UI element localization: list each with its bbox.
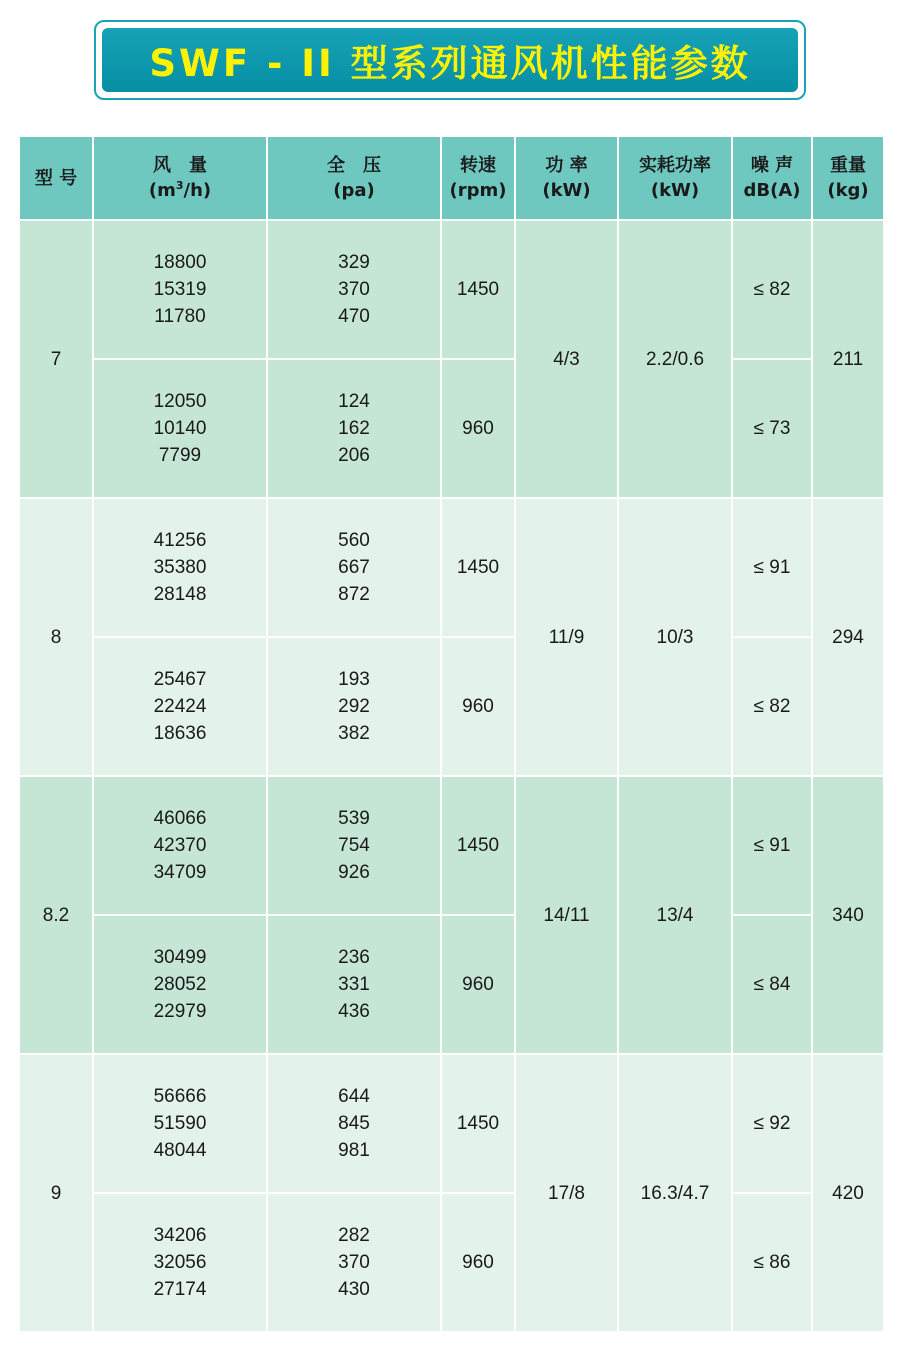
header-airflow: 风 量 $(m^3/h)$ — [93, 136, 267, 220]
airflow-cell: 34206 32056 27174 — [93, 1193, 267, 1332]
speed-cell: 960 — [441, 1193, 515, 1332]
actual-power-cell: 16.3/4.7 — [618, 1054, 732, 1332]
header-speed: 转速 (rpm) — [441, 136, 515, 220]
title-banner-frame — [94, 20, 806, 100]
header-pressure: 全 压 (pa) — [267, 136, 441, 220]
airflow-cell: 46066 42370 34709 — [93, 776, 267, 915]
model-cell: 8.2 — [19, 776, 93, 1054]
speed-cell: 960 — [441, 359, 515, 498]
table-row — [19, 1193, 884, 1332]
speed-cell: 1450 — [441, 1054, 515, 1193]
model-group-7 — [19, 220, 884, 498]
power-cell: 11/9 — [515, 498, 618, 776]
pressure-cell: 124 162 206 — [267, 359, 441, 498]
pressure-cell: 193 292 382 — [267, 637, 441, 776]
actual-power-cell: 13/4 — [618, 776, 732, 1054]
pressure-cell: 236 331 436 — [267, 915, 441, 1054]
airflow-cell: 41256 35380 28148 — [93, 498, 267, 637]
table-row — [19, 1054, 884, 1193]
noise-cell: ≤ 73 — [732, 359, 812, 498]
power-cell: 4/3 — [515, 220, 618, 498]
airflow-cell: 56666 51590 48044 — [93, 1054, 267, 1193]
weight-cell: 420 — [812, 1054, 884, 1332]
airflow-cell: 18800 15319 11780 — [93, 220, 267, 359]
model-cell: 8 — [19, 498, 93, 776]
power-cell: 17/8 — [515, 1054, 618, 1332]
table-row — [19, 359, 884, 498]
pressure-cell: 539 754 926 — [267, 776, 441, 915]
actual-power-cell: 10/3 — [618, 498, 732, 776]
speed-cell: 960 — [441, 637, 515, 776]
noise-cell: ≤ 86 — [732, 1193, 812, 1332]
airflow-cell: 30499 28052 22979 — [93, 915, 267, 1054]
airflow-cell: 25467 22424 18636 — [93, 637, 267, 776]
table-row — [19, 637, 884, 776]
model-group-9 — [19, 1054, 884, 1332]
noise-cell: ≤ 82 — [732, 637, 812, 776]
noise-cell: ≤ 84 — [732, 915, 812, 1054]
header-actual-power: 实耗功率 (kW) — [618, 136, 732, 220]
noise-cell: ≤ 91 — [732, 498, 812, 637]
pressure-cell: 329 370 470 — [267, 220, 441, 359]
speed-cell: 1450 — [441, 498, 515, 637]
model-cell: 9 — [19, 1054, 93, 1332]
speed-cell: 1450 — [441, 220, 515, 359]
fan-performance-table — [18, 135, 885, 1333]
weight-cell: 340 — [812, 776, 884, 1054]
airflow-cell: 12050 10140 7799 — [93, 359, 267, 498]
pressure-cell: 282 370 430 — [267, 1193, 441, 1332]
table-row — [19, 915, 884, 1054]
weight-cell: 294 — [812, 498, 884, 776]
pressure-cell: 644 845 981 — [267, 1054, 441, 1193]
header-model: 型 号 — [19, 136, 93, 220]
model-group-8-2 — [19, 776, 884, 1054]
page-title: SWF - II 型系列通风机性能参数 — [102, 28, 798, 92]
table-row — [19, 220, 884, 359]
table-row — [19, 776, 884, 915]
table-header-row — [19, 136, 884, 220]
noise-cell: ≤ 91 — [732, 776, 812, 915]
power-cell: 14/11 — [515, 776, 618, 1054]
noise-cell: ≤ 82 — [732, 220, 812, 359]
header-power: 功 率 (kW) — [515, 136, 618, 220]
speed-cell: 960 — [441, 915, 515, 1054]
header-weight: 重量 (kg) — [812, 136, 884, 220]
pressure-cell: 560 667 872 — [267, 498, 441, 637]
weight-cell: 211 — [812, 220, 884, 498]
model-group-8 — [19, 498, 884, 776]
actual-power-cell: 2.2/0.6 — [618, 220, 732, 498]
header-noise: 噪 声 dB(A) — [732, 136, 812, 220]
table-row — [19, 498, 884, 637]
model-cell: 7 — [19, 220, 93, 498]
noise-cell: ≤ 92 — [732, 1054, 812, 1193]
speed-cell: 1450 — [441, 776, 515, 915]
